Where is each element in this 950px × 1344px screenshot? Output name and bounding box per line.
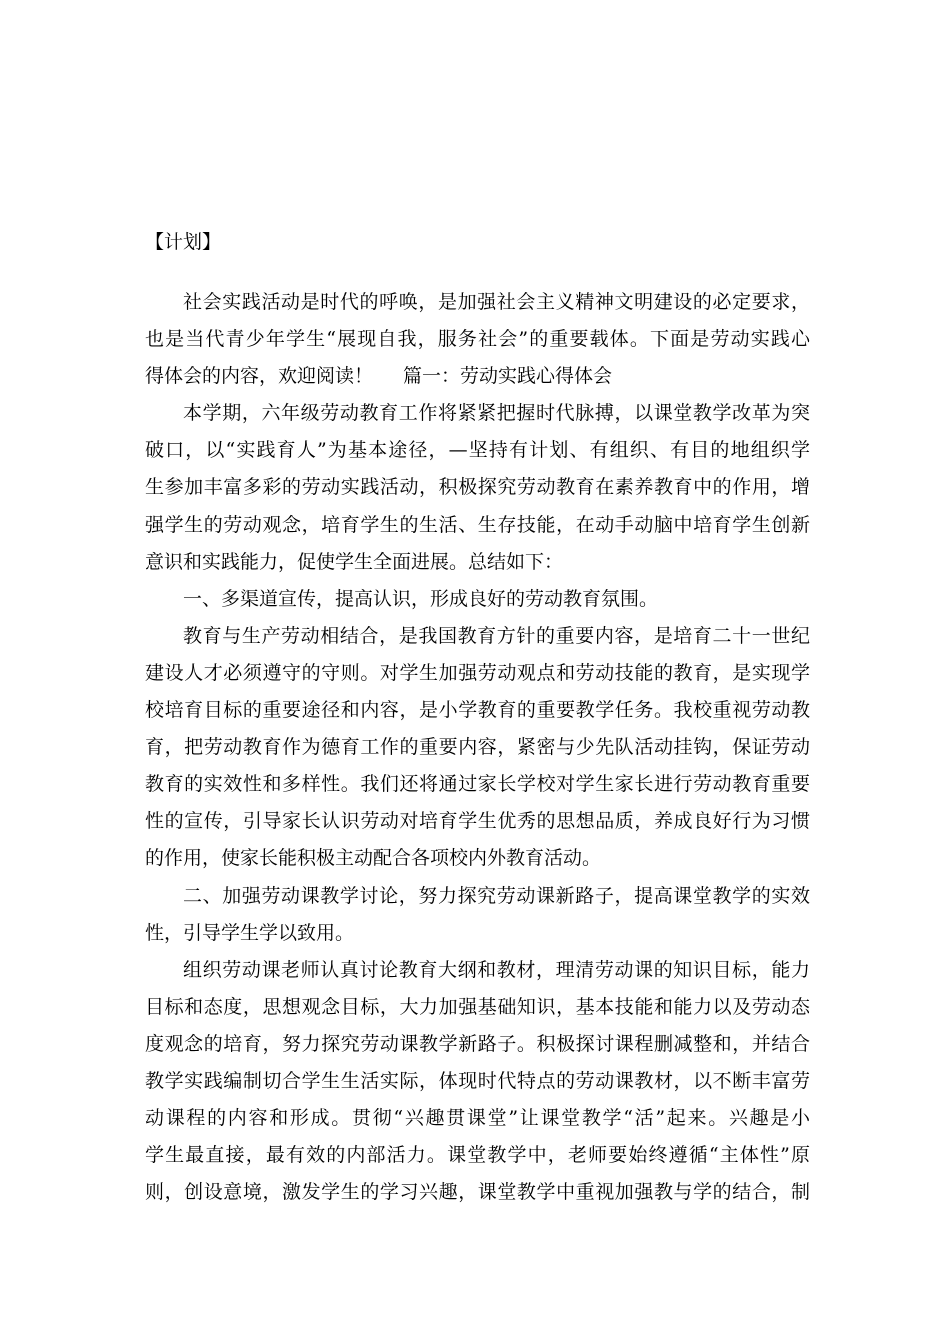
text-line bbox=[145, 321, 810, 358]
text-line-content: 教育的实效性和多样性。我们还将通过家长学校对学生家长进行劳动教育重要 bbox=[145, 773, 810, 796]
text-line bbox=[145, 507, 810, 544]
text-line-content: 的作用，使家长能积极主动配合各项校内外教育活动。 bbox=[145, 847, 602, 870]
text-line-content: 性的宣传，引导家长认识劳动对培育学生优秀的思想品质，养成良好行为习惯 bbox=[145, 810, 810, 833]
text-line bbox=[145, 618, 810, 655]
text-line bbox=[145, 655, 810, 692]
text-line bbox=[145, 544, 810, 581]
text-line-content: 性，引导学生学以致用。 bbox=[145, 921, 355, 944]
text-line bbox=[145, 469, 810, 506]
text-line bbox=[145, 1174, 810, 1211]
text-line-content: 度观念的培育，努力探究劳动课教学新路子。积极探讨课程删减整和，并结合 bbox=[145, 1032, 810, 1055]
text-line bbox=[145, 766, 810, 803]
text-line-content: 育，把劳动教育作为德育工作的重要内容，紧密与少先队活动挂钩，保证劳动 bbox=[145, 736, 810, 759]
text-line-content: 教育与生产劳动相结合，是我国教育方针的重要内容，是培育二十一世纪 bbox=[183, 624, 810, 647]
text-line bbox=[145, 952, 810, 989]
text-line bbox=[145, 729, 810, 766]
text-line-content: 本学期，六年级劳动教育工作将紧紧把握时代脉搏，以课堂教学改革为突 bbox=[183, 402, 810, 425]
text-line bbox=[145, 989, 810, 1026]
text-line-content: 社会实践活动是时代的呼唤，是加强社会主义精神文明建设的必定要求， bbox=[183, 291, 810, 313]
text-line bbox=[145, 1100, 810, 1137]
text-line bbox=[145, 432, 810, 469]
text-line-content: 一、多渠道宣传，提高认识，形成良好的劳动教育氛围。 bbox=[183, 587, 659, 610]
text-line-content: 也是当代青少年学生“展现自我，服务社会”的重要载体。下面是劳动实践心 bbox=[145, 328, 810, 351]
text-line-content: 意识和实践能力，促使学生全面进展。总结如下： bbox=[145, 550, 564, 573]
text-line-content: 组织劳动课老师认真讨论教育大纲和教材，理清劳动课的知识目标，能力 bbox=[183, 958, 810, 981]
text-line bbox=[145, 358, 810, 395]
section-title: 篇一：劳动实践心得体会 bbox=[403, 365, 613, 388]
text-line-content: 强学生的劳动观念，培育学生的生活、生存技能，在动手动脑中培育学生创新 bbox=[145, 513, 810, 536]
text-line-content: 校培育目标的重要途径和内容，是小学教育的重要教学任务。我校重视劳动教 bbox=[145, 699, 810, 722]
text-line-content: 教学实践编制切合学生生活实际，体现时代特点的劳动课教材，以不断丰富劳 bbox=[145, 1069, 810, 1092]
text-line bbox=[145, 878, 810, 915]
text-line bbox=[145, 915, 810, 952]
text-line bbox=[145, 1026, 810, 1063]
text-line-content: 目标和态度，思想观念目标，大力加强基础知识，基本技能和能力以及劳动态 bbox=[145, 995, 810, 1018]
text-line-content: 得体会的内容，欢迎阅读！ bbox=[145, 365, 374, 388]
text-line bbox=[145, 803, 810, 840]
text-line-content: 则，创设意境，激发学生的学习兴趣，课堂教学中重视加强教与学的结合，制 bbox=[145, 1181, 810, 1204]
text-line bbox=[145, 1063, 810, 1100]
text-line bbox=[145, 284, 810, 321]
text-line bbox=[145, 395, 810, 432]
text-line-content: 学生最直接，最有效的内部活力。课堂教学中，老师要始终遵循“主体性”原 bbox=[145, 1144, 810, 1167]
text-line-content: 二、加强劳动课教学讨论，努力探究劳动课新路子，提高课堂教学的实效 bbox=[183, 884, 810, 907]
text-line bbox=[145, 692, 810, 729]
text-line-content: 破口，以“实践育人”为基本途径，—坚持有计划、有组织、有目的地组织学 bbox=[145, 439, 810, 462]
document-body bbox=[145, 284, 810, 1211]
text-line bbox=[145, 1137, 810, 1174]
text-line bbox=[145, 581, 810, 618]
text-line-content: 建设人才必须遵守的守则。对学生加强劳动观点和劳动技能的教育，是实现学 bbox=[145, 661, 810, 684]
text-line-content: 动课程的内容和形成。贯彻“兴趣贯课堂”让课堂教学“活”起来。兴趣是小 bbox=[145, 1107, 810, 1130]
document-heading: 【计划】 bbox=[145, 231, 222, 253]
text-line bbox=[145, 840, 810, 877]
text-line-content: 生参加丰富多彩的劳动实践活动，积极探究劳动教育在素养教育中的作用，增 bbox=[145, 476, 810, 499]
